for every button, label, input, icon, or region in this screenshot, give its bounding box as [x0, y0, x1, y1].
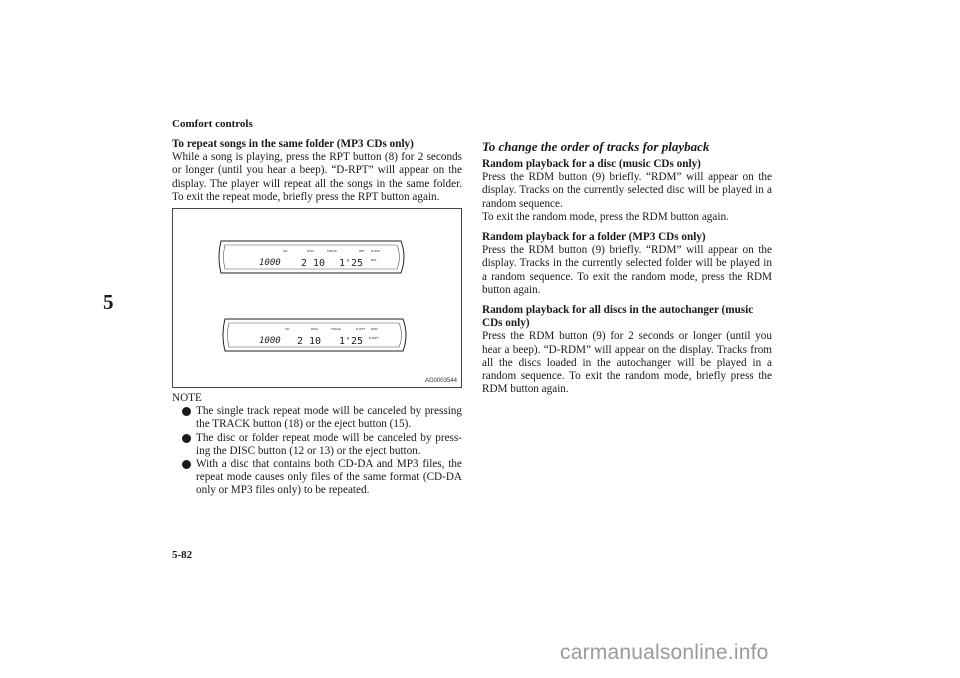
note-list: [172, 405, 462, 497]
random-all-discs-body: Press the RDM button (9) for 2 seconds or longer (until you hear a beep). “D-RDM” will appear on the display. Tracks from all the discs loaded in the autochanger will be played in a random sequence. To exit the random mode, briefly press the RDM button again.: [482, 330, 772, 396]
note-item-text: The single track repeat mode will be canceled by pressing the TRACK button (18) or the eject button (15).: [196, 405, 462, 431]
note-block: [172, 392, 462, 498]
random-all-discs-heading: Random playback for all discs in the autochanger (music CDs only): [482, 304, 754, 330]
random-folder-body: Press the RDM button (9) briefly. “RDM” will appear on the display. Tracks in the currently selected folder will be played in a random sequence. To exit the random mode, press the RDM button again.: [482, 244, 772, 296]
display-bottom-track-readout: 2 10: [297, 336, 322, 347]
display-bottom-indicator-2: DISC: [311, 327, 319, 331]
random-disc-body: Press the RDM button (9) briefly. “RDM” will appear on the display. Tracks on the currently selected disc will be played in a random sequence.: [482, 171, 772, 210]
note-item: [172, 458, 462, 498]
bullet-icon: [182, 460, 191, 469]
chapter-tab-number: 5: [103, 290, 114, 314]
display-bottom-indicator-5: DISC: [371, 327, 379, 331]
display-top-indicator-5: D-RPT: [371, 249, 381, 253]
watermark: carmanualsonline.info: [560, 641, 769, 664]
display-top-indicator-4: RPT: [359, 249, 365, 253]
display-bottom-mode-indicator: D-RPT: [369, 336, 379, 340]
display-bottom-indicator-1: CD: [285, 327, 290, 331]
display-bottom-indicator-4: D-RPT: [356, 327, 366, 331]
display-top-indicator-2: DISC: [307, 249, 315, 253]
display-top-indicator-3: TRACK: [327, 249, 337, 253]
display-top-mode-indicator: RPT: [371, 258, 377, 262]
display-top-track-readout: 2 10: [301, 258, 326, 269]
display-top-left-value: 1000: [259, 258, 281, 268]
bullet-icon: [182, 434, 191, 443]
display-bottom-time-readout: 1'25: [339, 336, 364, 347]
note-item: [172, 405, 462, 431]
display-illustration: [172, 208, 462, 388]
repeat-folder-body: While a song is playing, press the RPT button (8) for 2 seconds or longer (until you hear a beep). “D-RPT” will appear on the display. The player will repeat all the songs in the same folder. To exit the repeat mode, briefly press the RPT button again.: [172, 151, 462, 203]
random-folder-heading: Random playback for a folder (MP3 CDs only): [482, 231, 706, 244]
display-bottom-indicator-3: TRACK: [331, 327, 341, 331]
display-panel-bottom: [223, 319, 406, 351]
random-disc-heading: Random playback for a disc (music CDs only): [482, 158, 701, 170]
bullet-icon: [182, 407, 191, 416]
running-header: Comfort controls: [172, 118, 253, 130]
note-item-text: With a disc that contains both CD-DA and MP3 files, the repeat mode causes only files of the same format (CD-DA only or MP3 files only) to be repeated.: [196, 458, 462, 497]
figure-id: AG0003544: [424, 378, 457, 384]
display-top-indicator-1: CD: [283, 249, 288, 253]
note-label: NOTE: [172, 392, 202, 404]
page-number: 5-82: [172, 549, 193, 561]
left-column: [172, 138, 462, 204]
right-column: [482, 158, 772, 396]
display-panel-top: [219, 241, 404, 273]
repeat-folder-heading: To repeat songs in the same folder (MP3 CDs only): [172, 138, 414, 150]
note-item-text: The disc or folder repeat mode will be canceled by press-ing the DISC button (12 or 13) or the eject button.: [196, 431, 462, 457]
lcd-display-diagram: [173, 209, 461, 387]
note-item: [172, 432, 462, 458]
display-bottom-left-value: 1000: [259, 336, 281, 346]
random-disc-exit: To exit the random mode, press the RDM button again.: [482, 210, 729, 223]
section-title: To change the order of tracks for playback: [482, 139, 710, 154]
display-top-time-readout: 1'25: [339, 258, 364, 269]
